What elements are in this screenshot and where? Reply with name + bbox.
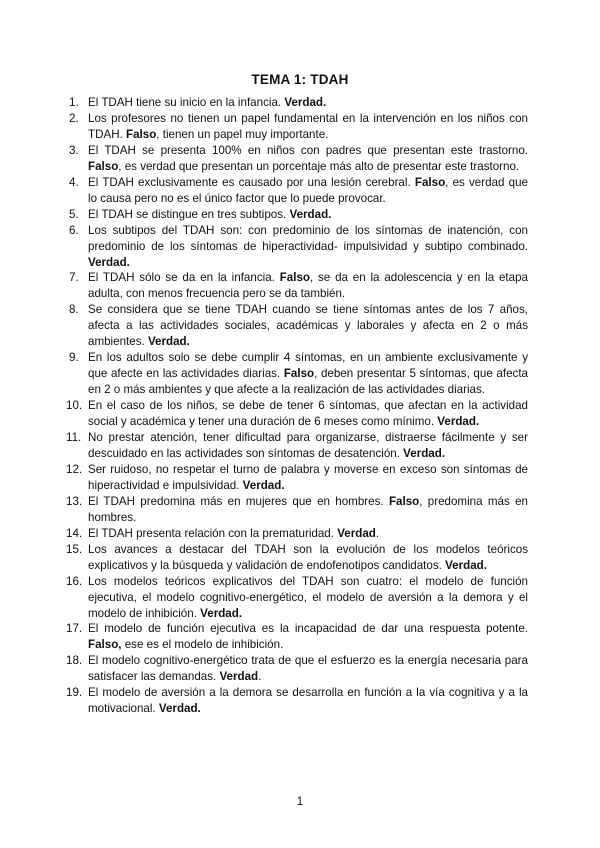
item-statement: Los avances a destacar del TDAH son la evolución de los modelos teóricos explicativos y la búsqueda y validación de endofenotipos candidatos. — [88, 542, 528, 572]
list-item — [69, 95, 528, 111]
item-statement: Se considera que se tiene TDAH cuando se tiene síntomas antes de los 7 años, afecta a las actividades sociales, académicas y laborales y afecta en 2 o más ambientes. — [88, 303, 528, 349]
item-statement: El modelo de función ejecutiva es la incapacidad de dar una respuesta potente. — [88, 622, 528, 636]
item-explanation: . — [258, 670, 262, 684]
item-answer: Verdad. — [445, 558, 487, 572]
list-item — [66, 621, 528, 653]
list-item — [69, 350, 528, 398]
item-answer: Verdad. — [88, 255, 130, 269]
list-item — [66, 494, 528, 526]
list-item — [66, 430, 528, 462]
list-item — [69, 270, 528, 302]
item-statement: El TDAH se distingue en tres subtipos. — [88, 207, 290, 221]
list-item — [69, 111, 528, 143]
list-item — [69, 223, 528, 271]
item-number: 15. — [66, 542, 83, 556]
item-number: 18. — [66, 654, 83, 668]
item-answer: Falso — [126, 127, 157, 141]
item-statement: El TDAH se presenta 100% en niños con padres que presentan este trastorno. — [88, 143, 528, 157]
item-answer: Falso — [88, 159, 119, 173]
item-answer: Falso — [414, 175, 446, 189]
item-answer: Verdad. — [289, 207, 332, 221]
item-statement: El modelo cognitivo-energético trata de que el esfuerzo es la energía necesaria para satisfacer las demandas. — [88, 654, 528, 684]
list-item — [66, 574, 528, 622]
item-number: 1. — [69, 96, 79, 109]
item-number: 17. — [66, 622, 83, 636]
item-number: 2. — [69, 111, 79, 125]
item-answer: Verdad — [219, 670, 259, 684]
item-number: 11. — [66, 431, 82, 445]
item-statement: Los modelos teóricos explicativos del TDAH son cuatro: el modelo de función ejecutiva, el modelo cognitivo-energético, el modelo de aversión a la demora y el modelo de inhibición. — [88, 574, 528, 620]
item-answer: Verdad. — [158, 702, 201, 716]
item-number: 5. — [69, 207, 79, 221]
item-explanation: ese es el modelo de inhibición. — [121, 638, 284, 652]
item-explanation: , deben presentar 5 síntomas, que afecta en 2 o más ambientes y que afecte a la realización de las actividades diarias. — [88, 367, 528, 397]
list-item — [69, 175, 528, 207]
item-statement: El TDAH predomina más en mujeres que en hombres. — [88, 494, 389, 508]
item-explanation: , se da en la adolescencia y en la etapa adulta, con menos frecuencia pero se da también. — [88, 271, 528, 301]
item-number: 4. — [69, 175, 79, 189]
item-explanation: , predomina más en hombres. — [88, 494, 528, 524]
item-statement: El modelo de aversión a la demora se desarrolla en función a la vía cognitiva y a la motivacional. — [88, 686, 528, 716]
item-statement: El TDAH presenta relación con la prematuridad. — [88, 526, 338, 540]
list-item — [66, 542, 528, 574]
item-statement: No prestar atención, tener dificultad para organizarse, distraerse fácilmente y ser descuidado en las actividades son síntomas de desatención. — [88, 431, 528, 460]
question-list — [66, 95, 528, 717]
item-statement: El TDAH exclusivamente es causado por una lesión cerebral. — [88, 175, 415, 189]
item-explanation: , es verdad que presentan un porcentaje más alto de presentar este trastorno. — [118, 159, 520, 173]
list-item — [69, 143, 528, 175]
list-item — [66, 653, 528, 685]
item-answer: Falso — [279, 271, 310, 285]
item-number: 14. — [66, 526, 83, 540]
item-number: 7. — [69, 271, 79, 285]
page-title: TEMA 1: TDAH — [251, 72, 349, 87]
list-item — [66, 462, 528, 494]
item-statement: Los subtipos del TDAH son: con predominio de los síntomas de inatención, con predominio de los síntomas de hiperactividad- impulsividad y subtipo combinado. — [88, 223, 528, 253]
item-answer: Verdad. — [200, 606, 243, 620]
item-answer: Falso — [388, 494, 420, 508]
item-answer: Verdad. — [284, 96, 327, 109]
item-number: 3. — [69, 143, 79, 157]
list-item — [66, 685, 528, 717]
item-statement: Ser ruidoso, no respetar el turno de palabra y moverse en exceso son síntomas de hiperactividad e impulsividad. — [88, 462, 528, 492]
list-item — [69, 207, 528, 223]
item-answer: Verdad. — [403, 446, 446, 460]
item-explanation: , tienen un papel muy importante. — [156, 127, 329, 141]
item-number: 12. — [66, 462, 83, 476]
item-answer: Falso — [283, 367, 315, 381]
item-number: 19. — [66, 686, 83, 700]
item-answer: Verdad — [337, 526, 376, 540]
item-number: 8. — [69, 303, 79, 317]
item-number: 16. — [66, 574, 83, 588]
item-number: 6. — [69, 223, 79, 237]
item-answer: Verdad. — [147, 335, 190, 349]
item-answer: Falso, — [88, 638, 122, 652]
item-number: 13. — [66, 494, 83, 508]
item-statement: El TDAH tiene su inicio en la infancia. — [88, 96, 285, 109]
item-answer: Verdad. — [242, 478, 285, 492]
list-item — [66, 526, 528, 542]
list-item — [66, 398, 528, 430]
item-statement: Los profesores no tienen un papel fundamental en la intervención en los niños con TDAH. — [88, 111, 528, 141]
item-number: 9. — [69, 351, 79, 365]
item-explanation: , es verdad que lo causa pero no es el único factor que lo puede provocar. — [88, 175, 528, 205]
item-answer: Verdad. — [437, 415, 480, 429]
item-statement: El TDAH sólo se da en la infancia. — [88, 271, 280, 285]
item-statement: En el caso de los niños, se debe de tener 6 síntomas, que afectan en la actividad social y académica y tener una duración de 6 meses como mínimo. — [88, 399, 528, 429]
item-statement: En los adultos solo se debe cumplir 4 síntomas, en un ambiente exclusivamente y que afecte en las actividades diarias. — [88, 351, 528, 381]
item-explanation: . — [375, 526, 380, 540]
page-number: 1 — [296, 796, 304, 808]
item-number: 10. — [66, 399, 83, 413]
list-item — [69, 302, 528, 350]
